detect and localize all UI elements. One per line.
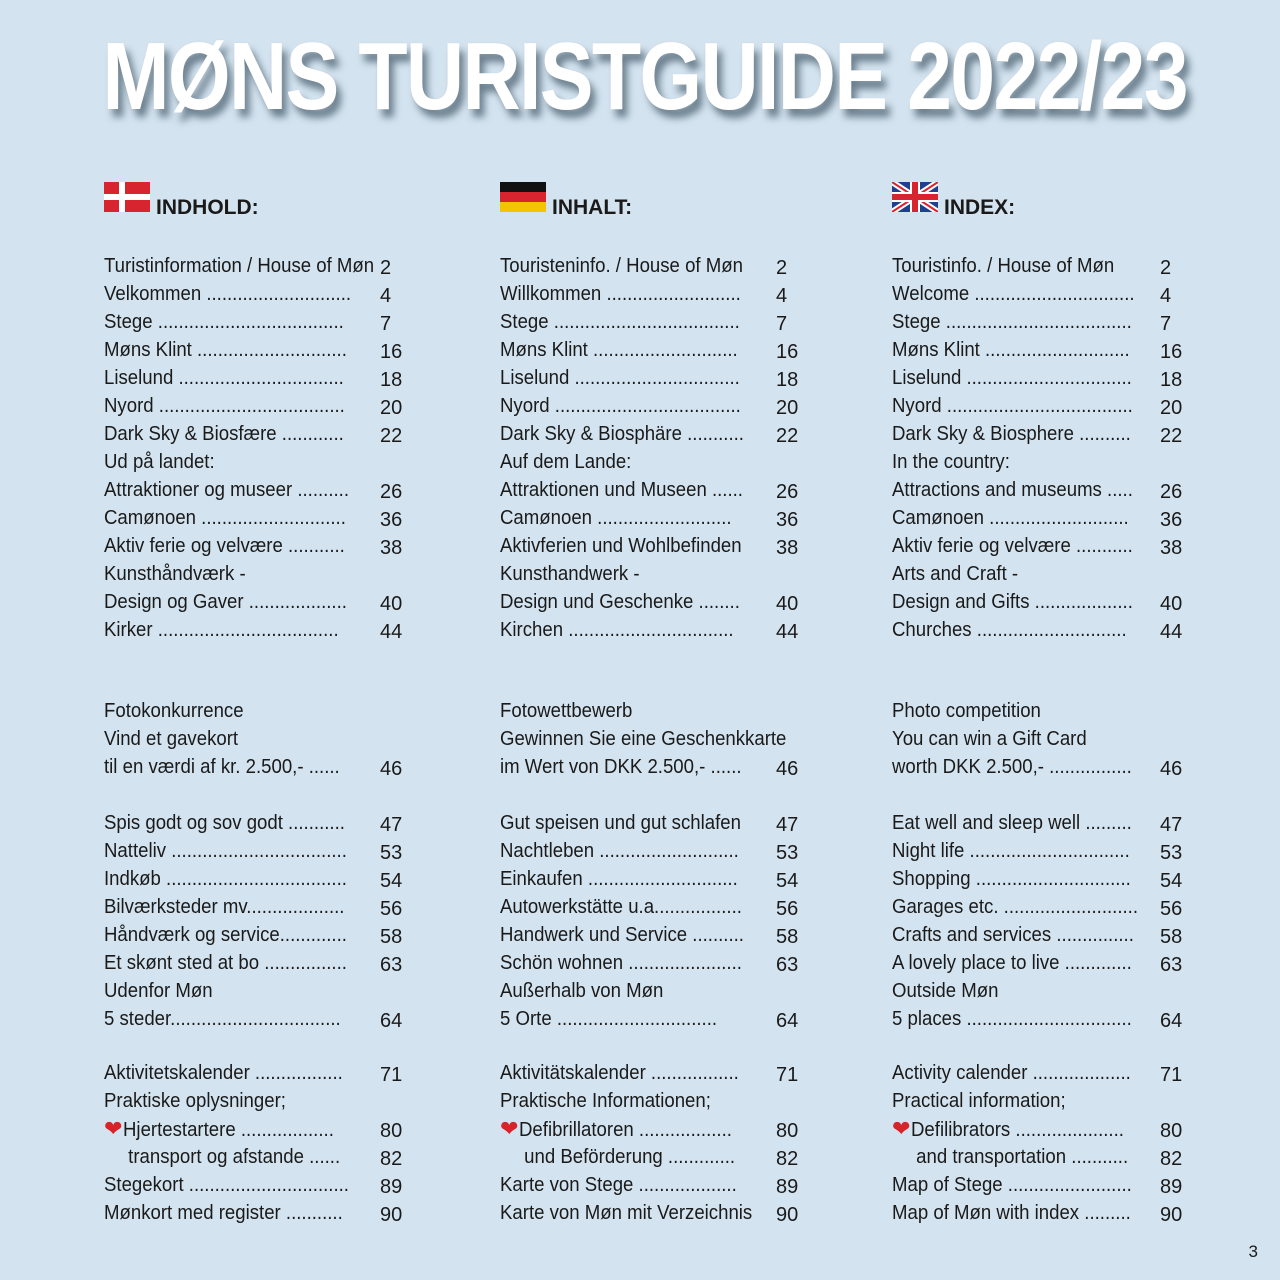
index-entry-label: Stege .................................... bbox=[104, 311, 344, 333]
index-entry-page: 71 bbox=[380, 1064, 403, 1086]
index-entry bbox=[500, 308, 758, 336]
index-entry-page: 80 bbox=[1160, 1120, 1183, 1142]
index-entry bbox=[500, 865, 756, 893]
denmark-flag-icon bbox=[104, 182, 150, 218]
germany-flag-icon bbox=[500, 182, 546, 218]
index-entry-label: und Beförderung ............. bbox=[524, 1146, 736, 1168]
index-entry-label: Outside Møn bbox=[892, 980, 999, 1002]
index-entry-label: Auf dem Lande: bbox=[500, 451, 632, 473]
index-entry bbox=[104, 448, 223, 476]
index-entry bbox=[500, 1005, 733, 1033]
index-entry-label: Camønoen .......................... bbox=[500, 507, 732, 529]
index-entry-label: A lovely place to live ............. bbox=[892, 952, 1132, 974]
index-entry bbox=[104, 588, 365, 616]
index-entry-page: 71 bbox=[1160, 1064, 1183, 1086]
index-entry-page: 47 bbox=[1160, 814, 1183, 836]
index-entry-label: Karte von Stege ................... bbox=[500, 1174, 737, 1196]
index-entry-page: 40 bbox=[380, 593, 403, 615]
index-entry bbox=[104, 949, 365, 977]
index-entry bbox=[500, 1087, 727, 1115]
index-entry-page: 22 bbox=[1160, 425, 1183, 447]
index-entry bbox=[500, 1199, 771, 1227]
index-entry bbox=[500, 392, 759, 420]
index-entry bbox=[500, 1115, 748, 1143]
index-entry-page: 53 bbox=[380, 842, 403, 864]
index-entry bbox=[104, 1115, 350, 1143]
index-entry-page: 4 bbox=[1160, 285, 1172, 307]
index-entry bbox=[104, 1199, 361, 1227]
index-entry bbox=[104, 837, 365, 865]
index-entry-page: 46 bbox=[380, 758, 403, 780]
index-entry-page: 90 bbox=[1160, 1204, 1183, 1226]
index-entry-page: 56 bbox=[1160, 898, 1183, 920]
index-entry-label: Attractions and museums ..... bbox=[892, 479, 1133, 501]
index-entry-page: 16 bbox=[776, 341, 799, 363]
index-entry-page: 40 bbox=[776, 593, 799, 615]
index-entry-label: Nyord .................................... bbox=[104, 395, 345, 417]
index-entry-label: Aktiv ferie og velvære ........... bbox=[104, 535, 345, 557]
index-entry-page: 22 bbox=[776, 425, 799, 447]
index-entry bbox=[892, 977, 1006, 1005]
index-entry bbox=[104, 308, 362, 336]
index-entry bbox=[104, 725, 248, 753]
index-entry-page: 64 bbox=[380, 1010, 403, 1032]
index-entry bbox=[892, 448, 1019, 476]
index-entry bbox=[892, 532, 1151, 560]
index-entry bbox=[892, 865, 1149, 893]
index-entry-label: Udenfor Møn bbox=[104, 980, 213, 1002]
index-entry bbox=[892, 949, 1150, 977]
index-entry-label: and transportation ........... bbox=[916, 1146, 1129, 1168]
index-entry-page: 44 bbox=[776, 621, 799, 643]
index-entry bbox=[500, 420, 762, 448]
index-entry-label: In the country: bbox=[892, 451, 1010, 473]
index-entry-page: 80 bbox=[380, 1120, 403, 1142]
index-entry-label: Night life ............................... bbox=[892, 840, 1130, 862]
index-entry bbox=[104, 1143, 358, 1171]
index-entry bbox=[892, 504, 1147, 532]
index-entry-label: 5 Orte ............................... bbox=[500, 1008, 718, 1030]
index-entry bbox=[104, 532, 363, 560]
index-entry-label: transport og afstande ...... bbox=[128, 1146, 341, 1168]
index-entry-label: Touristinfo. / House of Møn bbox=[892, 255, 1115, 277]
index-entry-label: Photo competition bbox=[892, 700, 1041, 722]
index-entry-page: 2 bbox=[776, 257, 788, 279]
index-entry-page: 18 bbox=[1160, 369, 1183, 391]
index-entry-page: 47 bbox=[380, 814, 403, 836]
index-entry-label: Nyord .................................... bbox=[892, 395, 1133, 417]
index-entry-page: 20 bbox=[1160, 397, 1183, 419]
index-entry-label: Welcome ............................... bbox=[892, 283, 1135, 305]
index-entry-label: Fotokonkurrence bbox=[104, 700, 244, 722]
index-entry bbox=[104, 476, 367, 504]
index-entry bbox=[892, 280, 1153, 308]
index-entry-label: Mønkort med register ........... bbox=[104, 1202, 343, 1224]
index-entry bbox=[500, 476, 761, 504]
index-entry bbox=[892, 336, 1148, 364]
index-entry-label: Velkommen ............................ bbox=[104, 283, 352, 305]
index-entry bbox=[500, 504, 749, 532]
index-entry-page: 89 bbox=[380, 1176, 403, 1198]
index-entry-label: Vind et gavekort bbox=[104, 728, 239, 750]
index-entry-label: Design und Geschenke ........ bbox=[500, 591, 740, 613]
index-entry-page: 16 bbox=[1160, 341, 1183, 363]
index-entry-page: 36 bbox=[380, 509, 403, 531]
index-entry-page: 20 bbox=[776, 397, 799, 419]
index-entry-page: 56 bbox=[380, 898, 403, 920]
index-entry-label: Møns Klint ............................ bbox=[892, 339, 1130, 361]
index-entry-page: 58 bbox=[1160, 926, 1183, 948]
index-entry bbox=[892, 1199, 1149, 1227]
index-entry-page: 56 bbox=[776, 898, 799, 920]
index-entry-label: til en værdi af kr. 2.500,- ...... bbox=[104, 756, 340, 778]
index-entry bbox=[892, 1059, 1149, 1087]
index-entry-page: 64 bbox=[1160, 1010, 1183, 1032]
index-entry-label: Touristeninfo. / House of Møn bbox=[500, 255, 743, 277]
index-entry-page: 20 bbox=[380, 397, 403, 419]
column-heading bbox=[500, 186, 632, 220]
index-entry bbox=[892, 893, 1157, 921]
index-entry bbox=[892, 1143, 1146, 1171]
heart-icon: ❤ bbox=[500, 1116, 519, 1141]
index-entry bbox=[892, 1087, 1079, 1115]
index-entry-label: Natteliv .................................. bbox=[104, 840, 347, 862]
index-entry-label: worth DKK 2.500,- ................ bbox=[892, 756, 1132, 778]
index-entry bbox=[104, 560, 256, 588]
index-entry-label: Camønoen ............................ bbox=[104, 507, 346, 529]
index-entry-label: Autowerkstätte u.a................. bbox=[500, 896, 742, 918]
index-entry-label: Møns Klint ............................ bbox=[500, 339, 738, 361]
index-entry-label: Außerhalb von Møn bbox=[500, 980, 664, 1002]
index-entry bbox=[892, 252, 1131, 280]
index-entry-label: Kunsthandwerk - bbox=[500, 563, 640, 585]
index-entry bbox=[104, 252, 394, 280]
index-entry-page: 46 bbox=[776, 758, 799, 780]
index-entry-label: Aktivitetskalender ................. bbox=[104, 1062, 343, 1084]
index-entry-label: Attraktionen und Museen ...... bbox=[500, 479, 743, 501]
index-entry-page: 47 bbox=[776, 814, 799, 836]
heading-label: INHALT: bbox=[552, 196, 633, 219]
index-entry bbox=[500, 977, 676, 1005]
index-entry-page: 18 bbox=[380, 369, 403, 391]
index-entry bbox=[892, 837, 1148, 865]
index-entry bbox=[500, 280, 759, 308]
index-entry-label: Aktivitätskalender ................. bbox=[500, 1062, 739, 1084]
index-entry bbox=[500, 809, 759, 837]
index-entry-label: Praktiske oplysninger; bbox=[104, 1090, 286, 1112]
index-entry bbox=[500, 616, 751, 644]
index-entry-label: Einkaufen ............................. bbox=[500, 868, 738, 890]
index-entry-label: Shopping .............................. bbox=[892, 868, 1131, 890]
index-entry bbox=[104, 280, 370, 308]
index-entry bbox=[104, 1059, 361, 1087]
index-entry-page: 2 bbox=[1160, 257, 1172, 279]
index-entry-label: Handwerk und Service .......... bbox=[500, 924, 744, 946]
index-entry-label: Karte von Møn mit Verzeichnis bbox=[500, 1202, 753, 1224]
index-entry-label: Map of Møn with index ......... bbox=[892, 1202, 1131, 1224]
index-entry bbox=[104, 1087, 300, 1115]
index-entry bbox=[500, 588, 758, 616]
heart-icon: ❤ bbox=[892, 1116, 911, 1141]
index-entry-page: 36 bbox=[776, 509, 799, 531]
index-entry-label: You can win a Gift Card bbox=[892, 728, 1087, 750]
index-entry-label: Schön wohnen ...................... bbox=[500, 952, 742, 974]
index-entry-page: 2 bbox=[380, 257, 392, 279]
index-entry bbox=[104, 504, 364, 532]
index-entry-label: Crafts and services ............... bbox=[892, 924, 1134, 946]
index-entry bbox=[892, 588, 1151, 616]
index-entry-label: Defibrillatoren .................. bbox=[519, 1119, 733, 1141]
column-heading bbox=[892, 186, 1015, 220]
index-entry bbox=[104, 809, 363, 837]
index-entry-label: Turistinformation / House of Møn bbox=[104, 255, 375, 277]
index-entry bbox=[500, 336, 756, 364]
index-entry-page: 44 bbox=[1160, 621, 1183, 643]
index-entry bbox=[500, 837, 757, 865]
index-entry-page: 40 bbox=[1160, 593, 1183, 615]
index-entry-label: Praktische Informationen; bbox=[500, 1090, 711, 1112]
index-entry bbox=[892, 753, 1150, 781]
index-entry-page: 63 bbox=[380, 954, 403, 976]
index-entry-label: Fotowettbewerb bbox=[500, 700, 633, 722]
index-entry-label: Spis godt og sov godt ........... bbox=[104, 812, 345, 834]
index-entry bbox=[104, 364, 362, 392]
index-entry bbox=[500, 448, 641, 476]
index-entry-page: 54 bbox=[776, 870, 799, 892]
index-entry bbox=[892, 392, 1151, 420]
index-entry-page: 82 bbox=[1160, 1148, 1183, 1170]
index-entry-page: 22 bbox=[380, 425, 403, 447]
index-entry bbox=[104, 1171, 367, 1199]
index-entry-label: Arts and Craft - bbox=[892, 563, 1019, 585]
index-entry-page: 54 bbox=[380, 870, 403, 892]
index-entry-label: Håndværk og service............. bbox=[104, 924, 347, 946]
index-entry bbox=[892, 308, 1150, 336]
index-entry-label: Attraktioner og museer .......... bbox=[104, 479, 349, 501]
index-entry-label: Stege .................................... bbox=[500, 311, 740, 333]
index-entry-page: 38 bbox=[776, 537, 799, 559]
index-entry-page: 7 bbox=[1160, 313, 1172, 335]
index-entry bbox=[500, 949, 760, 977]
index-entry-label: Stege .................................... bbox=[892, 311, 1132, 333]
index-entry bbox=[500, 697, 642, 725]
index-entry-page: 16 bbox=[380, 341, 403, 363]
index-entry-page: 64 bbox=[776, 1010, 799, 1032]
index-entry bbox=[500, 725, 808, 753]
index-entry bbox=[892, 809, 1150, 837]
index-entry-label: Defilibrators ..................... bbox=[911, 1119, 1125, 1141]
index-entry-page: 44 bbox=[380, 621, 403, 643]
index-entry-label: Practical information; bbox=[892, 1090, 1066, 1112]
index-entry bbox=[104, 893, 363, 921]
index-entry bbox=[500, 532, 760, 560]
index-entry-page: 53 bbox=[1160, 842, 1183, 864]
index-entry-label: Nachtleben ........................... bbox=[500, 840, 739, 862]
index-entry-label: Eat well and sleep well ......... bbox=[892, 812, 1132, 834]
index-entry-label: Gewinnen Sie eine Geschenkkarte bbox=[500, 728, 787, 750]
index-entry bbox=[500, 364, 758, 392]
index-entry bbox=[500, 753, 760, 781]
index-entry-label: Garages etc. .......................... bbox=[892, 896, 1139, 918]
index-entry-page: 80 bbox=[776, 1120, 799, 1142]
index-entry-page: 26 bbox=[776, 481, 799, 503]
index-entry-label: Churches ............................. bbox=[892, 619, 1127, 641]
index-entry bbox=[104, 1005, 359, 1033]
index-entry-label: Kirchen ................................ bbox=[500, 619, 734, 641]
index-entry-label: Aktivferien und Wohlbefinden bbox=[500, 535, 742, 557]
index-entry bbox=[104, 420, 362, 448]
index-entry bbox=[892, 420, 1149, 448]
index-entry-page: 53 bbox=[776, 842, 799, 864]
index-entry-label: Stegekort ............................... bbox=[104, 1174, 349, 1196]
column-heading bbox=[104, 186, 259, 220]
index-entry-label: Camønoen ........................... bbox=[892, 507, 1129, 529]
index-entry bbox=[500, 560, 650, 588]
index-entry-page: 7 bbox=[776, 313, 788, 335]
index-entry-page: 58 bbox=[776, 926, 799, 948]
index-entry bbox=[892, 364, 1150, 392]
index-entry-page: 26 bbox=[1160, 481, 1183, 503]
index-entry-page: 7 bbox=[380, 313, 392, 335]
index-entry bbox=[892, 921, 1152, 949]
index-entry-page: 26 bbox=[380, 481, 403, 503]
index-entry-label: Nyord .................................... bbox=[500, 395, 741, 417]
index-entry-label: Dark Sky & Biosphere .......... bbox=[892, 423, 1131, 445]
index-entry-label: Møns Klint ............................. bbox=[104, 339, 347, 361]
index-entry-label: Willkommen .......................... bbox=[500, 283, 741, 305]
index-entry-label: Liselund ................................ bbox=[104, 367, 344, 389]
index-entry-page: 71 bbox=[776, 1064, 799, 1086]
index-entry bbox=[892, 1115, 1140, 1143]
index-entry-label: Liselund ................................ bbox=[500, 367, 740, 389]
index-entry-label: Map of Stege ........................ bbox=[892, 1174, 1132, 1196]
index-entry-label: Dark Sky & Biosfære ............ bbox=[104, 423, 344, 445]
heading-label: INDEX: bbox=[944, 196, 1016, 219]
index-entry-page: 36 bbox=[1160, 509, 1183, 531]
index-entry bbox=[892, 560, 1028, 588]
index-entry bbox=[500, 1059, 757, 1087]
index-entry-page: 63 bbox=[1160, 954, 1183, 976]
heading-label: INDHOLD: bbox=[156, 196, 259, 219]
index-entry-page: 90 bbox=[380, 1204, 403, 1226]
index-entry-label: Bilværksteder mv................... bbox=[104, 896, 345, 918]
page-number: 3 bbox=[1248, 1242, 1258, 1261]
index-entry bbox=[104, 336, 365, 364]
index-entry bbox=[104, 697, 254, 725]
index-entry bbox=[892, 697, 1052, 725]
index-entry bbox=[104, 921, 365, 949]
index-entry bbox=[104, 865, 365, 893]
index-entry bbox=[500, 1143, 753, 1171]
index-entry bbox=[500, 893, 760, 921]
index-entry-label: Kunsthåndværk - bbox=[104, 563, 246, 585]
index-entry bbox=[892, 616, 1144, 644]
index-entry-label: Design og Gaver ................... bbox=[104, 591, 347, 613]
index-entry-page: 18 bbox=[776, 369, 799, 391]
index-entry-label: 5 places ................................ bbox=[892, 1008, 1132, 1030]
index-entry-label: Ud på landet: bbox=[104, 451, 215, 473]
index-entry bbox=[104, 977, 221, 1005]
page-title: MØNS TURISTGUIDE 2022/23 bbox=[102, 23, 1187, 130]
index-entry-page: 46 bbox=[1160, 758, 1183, 780]
index-entry bbox=[892, 476, 1151, 504]
heart-icon: ❤ bbox=[104, 1116, 123, 1141]
index-entry bbox=[500, 252, 761, 280]
index-entry bbox=[104, 753, 357, 781]
index-entry-label: Indkøb ................................... bbox=[104, 868, 347, 890]
index-entry-label: Hjertestartere .................. bbox=[123, 1119, 335, 1141]
index-entry-page: 63 bbox=[776, 954, 799, 976]
index-entry bbox=[104, 392, 363, 420]
index-entry bbox=[104, 616, 356, 644]
index-entry-label: 5 steder................................. bbox=[104, 1008, 341, 1030]
index-entry-page: 82 bbox=[380, 1148, 403, 1170]
index-entry-page: 89 bbox=[776, 1176, 799, 1198]
index-entry-page: 54 bbox=[1160, 870, 1183, 892]
index-entry-page: 38 bbox=[380, 537, 403, 559]
index-entry-label: Gut speisen und gut schlafen bbox=[500, 812, 741, 834]
index-entry bbox=[892, 1005, 1150, 1033]
index-entry-label: Et skønt sted at bo ................ bbox=[104, 952, 347, 974]
index-entry bbox=[500, 1171, 755, 1199]
index-entry-page: 4 bbox=[380, 285, 392, 307]
index-entry-label: Liselund ................................ bbox=[892, 367, 1132, 389]
index-entry-page: 89 bbox=[1160, 1176, 1183, 1198]
index-entry-label: Kirker ................................... bbox=[104, 619, 339, 641]
index-entry-label: Aktiv ferie og velvære ........... bbox=[892, 535, 1133, 557]
index-entry-label: im Wert von DKK 2.500,- ...... bbox=[500, 756, 742, 778]
index-entry bbox=[892, 1171, 1150, 1199]
uk-flag-icon bbox=[892, 182, 938, 218]
index-entry-page: 58 bbox=[380, 926, 403, 948]
index-entry-page: 82 bbox=[776, 1148, 799, 1170]
index-entry-label: Design and Gifts ................... bbox=[892, 591, 1133, 613]
index-entry bbox=[500, 921, 762, 949]
index-entry-page: 4 bbox=[776, 285, 788, 307]
index-entry-label: Activity calender ................... bbox=[892, 1062, 1131, 1084]
index-entry-page: 90 bbox=[776, 1204, 799, 1226]
index-entry-page: 38 bbox=[1160, 537, 1183, 559]
index-entry bbox=[892, 725, 1101, 753]
index-entry-label: Dark Sky & Biosphäre ........... bbox=[500, 423, 744, 445]
